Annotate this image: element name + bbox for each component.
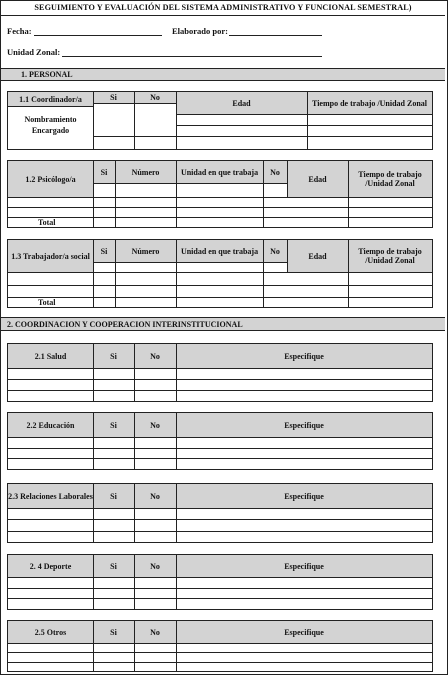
- table-trabajador-social: [7, 239, 433, 308]
- trabajador-numero-header: Número: [115, 240, 176, 262]
- otros-si-header: Si: [93, 621, 134, 643]
- trabajador-no-header: No: [263, 240, 287, 262]
- relaciones-laborales-label: 2.3 Relaciones Laborales: [8, 484, 93, 508]
- salud-no-header: No: [134, 344, 176, 368]
- table-coordinador: [7, 91, 433, 150]
- coordinador-tiempo-header: Tiempo de trabajo /Unidad Zonal: [307, 92, 432, 114]
- relaciones-laborales-no-header: No: [134, 484, 176, 508]
- deporte-label: 2. 4 Deporte: [8, 555, 93, 577]
- psicologo-edad-header: Edad: [287, 161, 348, 197]
- fecha-label: Fecha:: [7, 26, 32, 36]
- table-relaciones-laborales: [7, 483, 433, 543]
- coordinador-si-header: Si: [93, 92, 134, 103]
- coordinador-edad-header: Edad: [176, 92, 307, 114]
- otros-especifique-header: Especifique: [176, 621, 432, 643]
- educacion-especifique-header: Especifique: [176, 413, 432, 437]
- deporte-no-header: No: [134, 555, 176, 577]
- deporte-especifique-header: Especifique: [176, 555, 432, 577]
- otros-no-header: No: [134, 621, 176, 643]
- coordinador-nombramiento: Nombramiento: [24, 115, 77, 124]
- unidad-zonal-label: Unidad Zonal:: [7, 47, 61, 57]
- psicologo-no-header: No: [263, 161, 287, 183]
- elaborado-field[interactable]: [229, 35, 322, 36]
- unidad-zonal-field[interactable]: [62, 56, 322, 57]
- section-personal: 1. PERSONAL: [1, 68, 445, 81]
- psicologo-tiempo-header: Tiempo de trabajo /Unidad Zonal: [348, 161, 432, 197]
- educacion-no-header: No: [134, 413, 176, 437]
- trabajador-edad-header: Edad: [287, 240, 348, 272]
- educacion-label: 2.2 Educación: [8, 413, 93, 437]
- educacion-si-header: Si: [93, 413, 134, 437]
- table-psicologo: [7, 160, 433, 228]
- trabajador-tiempo-header: Tiempo de trabajo /Unidad Zonal: [348, 240, 432, 272]
- section-coordinacion: 2. COORDINACION Y COOPERACION INTERINSTITUCIONAL: [1, 317, 445, 331]
- psicologo-si-header: Si: [93, 161, 115, 183]
- title-divider: [1, 15, 445, 16]
- table-educacion: [7, 412, 433, 470]
- psicologo-label: 1.2 Psicólogo/a: [8, 161, 93, 197]
- trabajador-si-header: Si: [93, 240, 115, 262]
- trabajador-label: 1.3 Trabajador/a social: [8, 240, 93, 272]
- relaciones-laborales-si-header: Si: [93, 484, 134, 508]
- trabajador-unidad-header: Unidad en que trabaja: [176, 240, 263, 262]
- trabajador-total: Total: [38, 297, 56, 307]
- otros-label: 2.5 Otros: [8, 621, 93, 643]
- table-otros: [7, 620, 433, 672]
- fecha-field[interactable]: [34, 35, 162, 36]
- psicologo-total: Total: [38, 217, 56, 227]
- table-deporte: [7, 554, 433, 610]
- salud-especifique-header: Especifique: [176, 344, 432, 368]
- salud-label: 2.1 Salud: [8, 344, 93, 368]
- salud-si-header: Si: [93, 344, 134, 368]
- form-title: SEGUIMIENTO Y EVALUACIÓN DEL SISTEMA ADMINISTRATIVO Y FUNCIONAL SEMESTRAL): [34, 3, 412, 12]
- table-salud: [7, 343, 433, 402]
- relaciones-laborales-especifique-header: Especifique: [176, 484, 432, 508]
- psicologo-numero-header: Número: [115, 161, 176, 183]
- coordinador-no-header: No: [134, 92, 176, 103]
- coordinador-label: 1.1 Coordinador/a: [8, 92, 93, 106]
- elaborado-label: Elaborado por:: [172, 26, 228, 36]
- deporte-si-header: Si: [93, 555, 134, 577]
- psicologo-unidad-header: Unidad en que trabaja: [176, 161, 263, 183]
- coordinador-encargado: Encargado: [31, 126, 70, 135]
